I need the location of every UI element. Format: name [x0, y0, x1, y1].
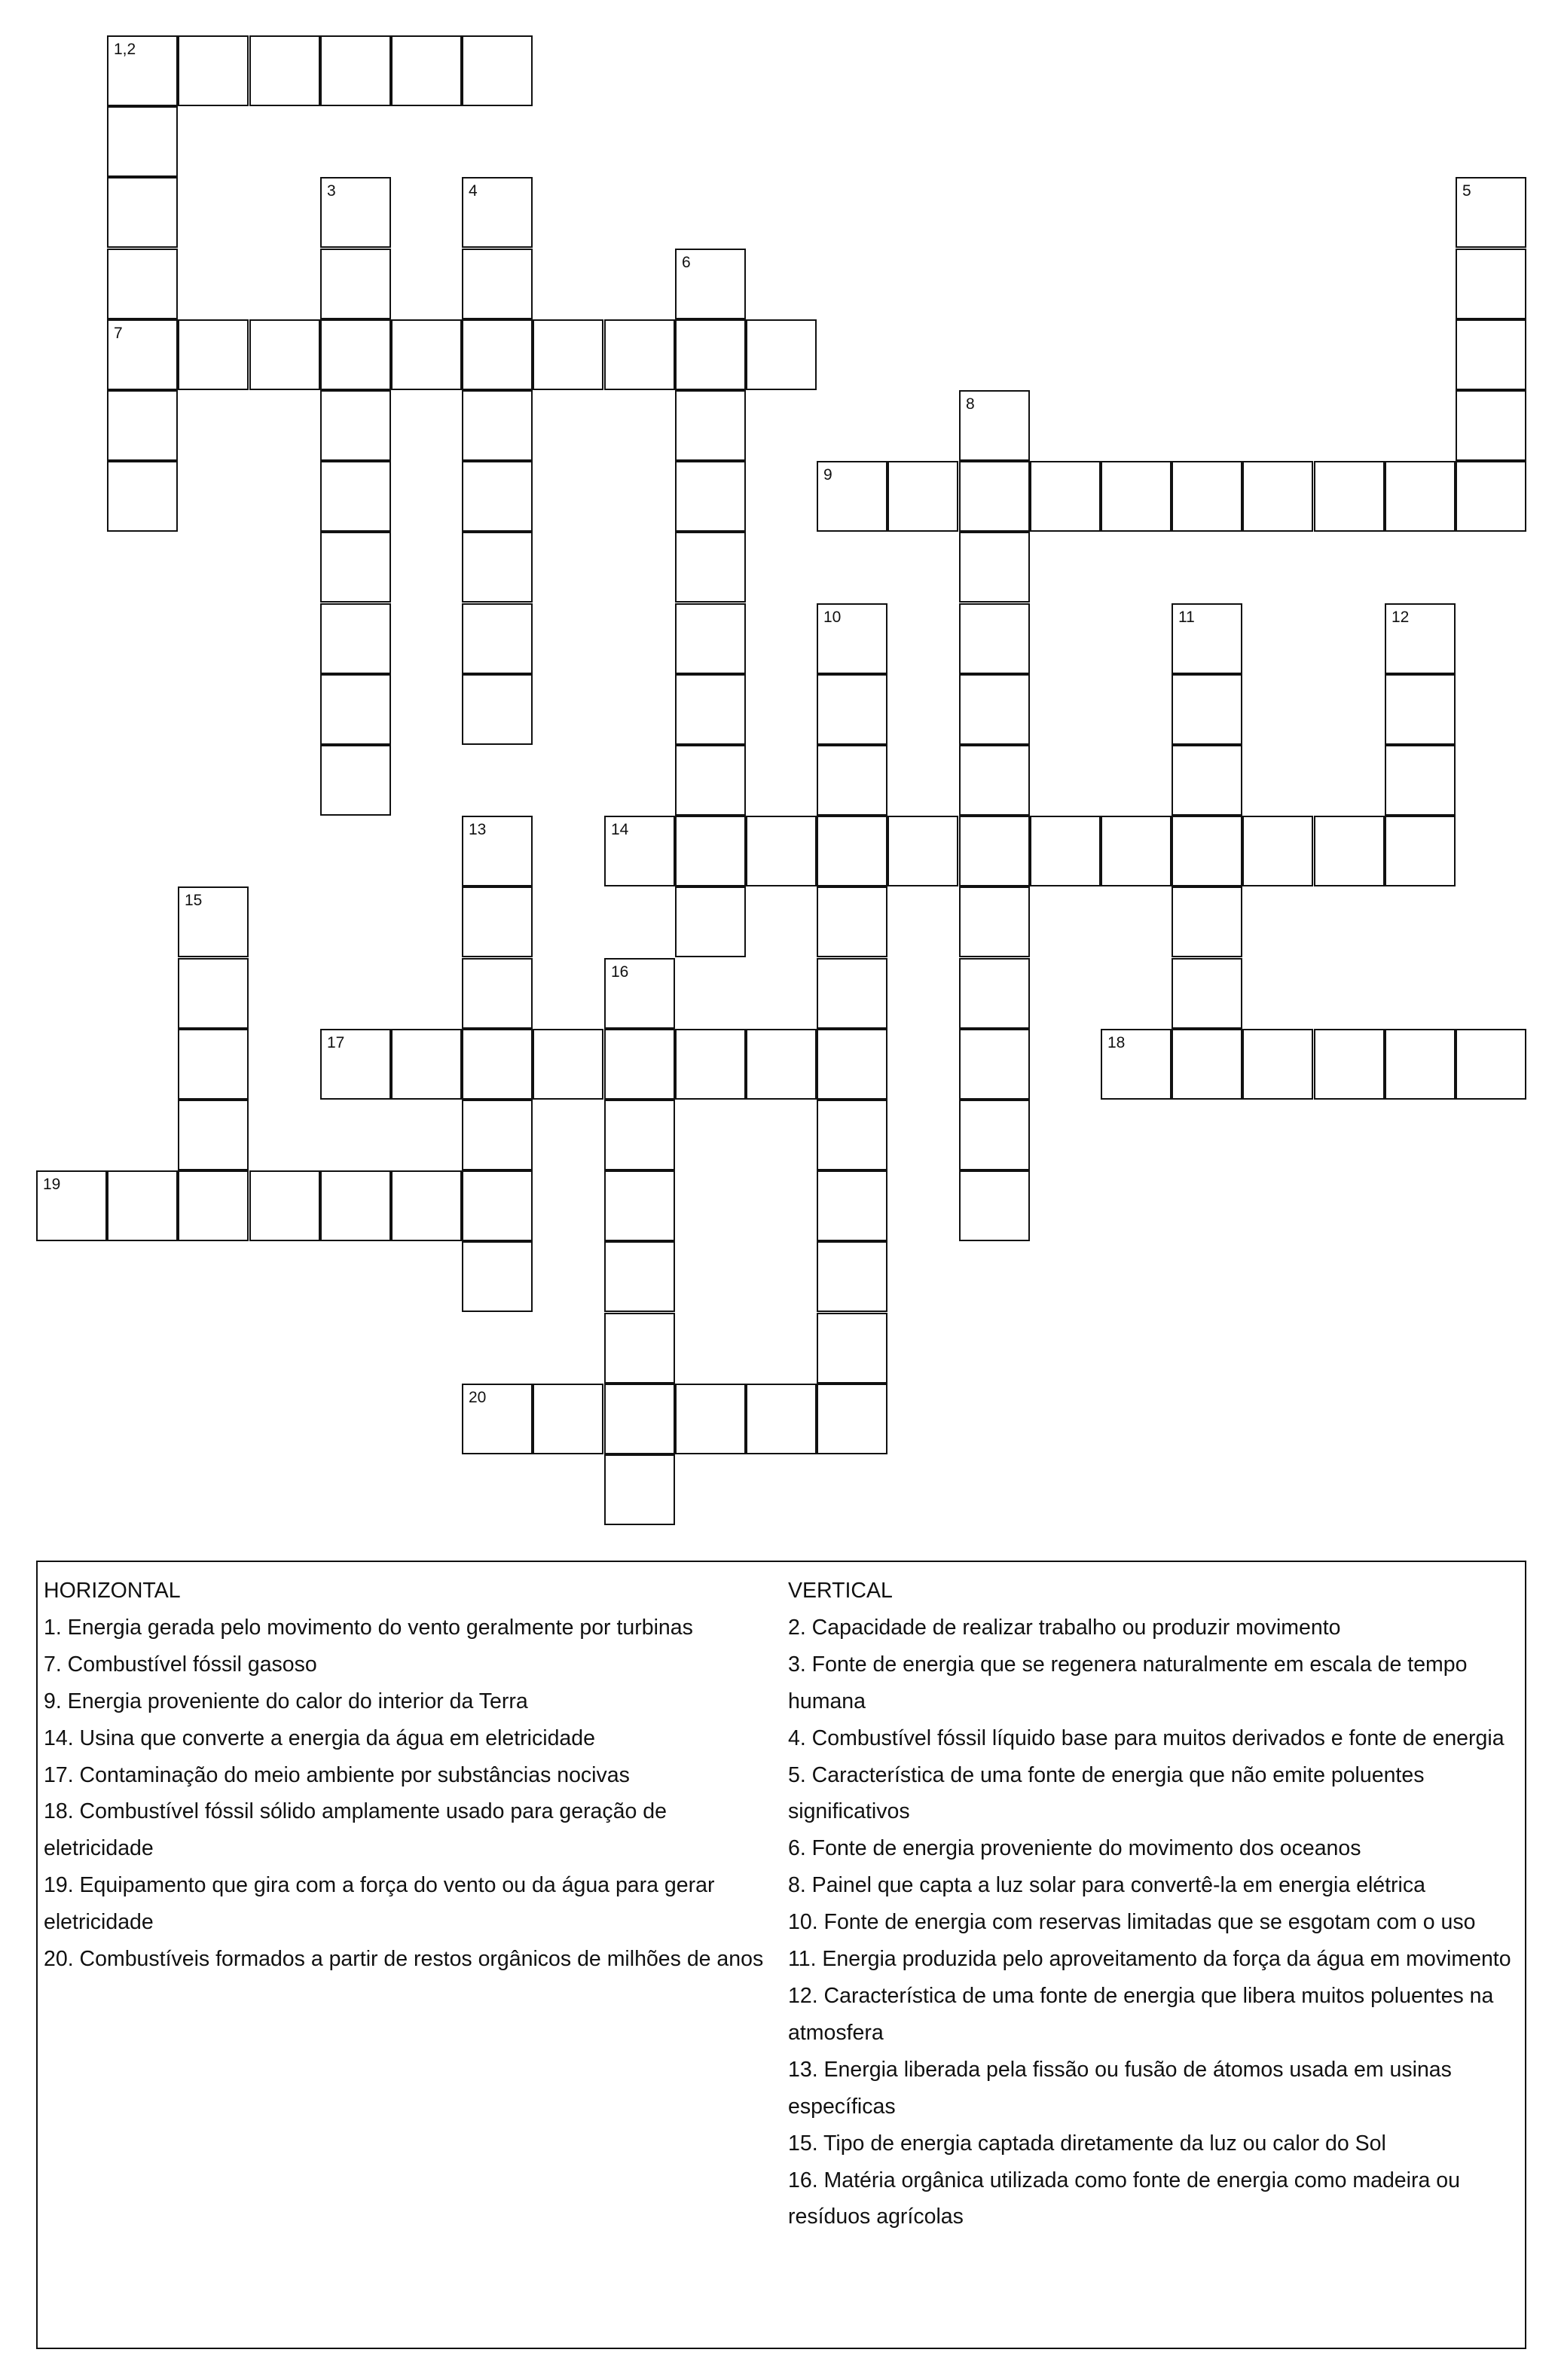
crossword-cell[interactable] — [817, 958, 887, 1029]
crossword-cell[interactable] — [1101, 816, 1172, 886]
crossword-cell[interactable] — [604, 958, 675, 1029]
clue-number: 5 — [1462, 182, 1471, 200]
clue-number: 1,2 — [114, 41, 136, 58]
clue-h17: 17. Contaminação do meio ambiente por substâncias nocivas — [44, 1762, 630, 1787]
crossword-cell[interactable] — [178, 319, 249, 390]
crossword-cell[interactable] — [462, 958, 533, 1029]
crossword-cell[interactable] — [1030, 816, 1101, 886]
crossword-cell[interactable] — [887, 461, 958, 532]
crossword-cell[interactable] — [1030, 461, 1101, 532]
crossword-cell[interactable] — [675, 745, 746, 816]
crossword-cell[interactable] — [1385, 745, 1456, 816]
crossword-cell[interactable] — [462, 1241, 533, 1312]
crossword-cell[interactable] — [1172, 886, 1242, 957]
crossword-cell[interactable] — [817, 1100, 887, 1170]
clue-v4: 4. Combustível fóssil líquido base para muitos derivados e fonte de energia — [788, 1726, 1505, 1750]
crossword-cell[interactable] — [1456, 1029, 1526, 1100]
crossword-cell[interactable] — [462, 674, 533, 745]
crossword-cell[interactable] — [320, 674, 391, 745]
crossword-cell[interactable] — [817, 461, 887, 532]
crossword-cell[interactable] — [675, 1029, 746, 1100]
crossword-cell[interactable] — [1172, 603, 1242, 674]
clue-v8: 8. Painel que capta a luz solar para convertê-la em energia elétrica — [788, 1873, 1425, 1898]
crossword-cell[interactable] — [462, 603, 533, 674]
clue-number: 20 — [469, 1389, 487, 1406]
crossword-cell[interactable] — [959, 532, 1030, 603]
crossword-cell[interactable] — [249, 1170, 320, 1241]
crossword-cell[interactable] — [959, 461, 1030, 532]
crossword-cell[interactable] — [1172, 674, 1242, 745]
crossword-cell[interactable] — [1172, 461, 1242, 532]
crossword-cell[interactable] — [320, 177, 391, 248]
clue-number: 13 — [469, 821, 487, 838]
clue-number: 17 — [327, 1034, 345, 1051]
clue-v3: 3. Fonte de energia que se regenera naturalmente em escala de tempo humana — [788, 1652, 1468, 1713]
crossword-cell[interactable] — [604, 319, 675, 390]
crossword-cell[interactable] — [604, 1384, 675, 1454]
crossword-cell[interactable] — [1385, 674, 1456, 745]
crossword-cell[interactable] — [675, 674, 746, 745]
crossword-cell[interactable] — [1385, 1029, 1456, 1100]
crossword-cell[interactable] — [675, 603, 746, 674]
crossword-cell[interactable] — [887, 816, 958, 886]
crossword-cell[interactable] — [1456, 319, 1526, 390]
crossword-cell[interactable] — [959, 1029, 1030, 1100]
crossword-cell[interactable] — [817, 1384, 887, 1454]
crossword-cell[interactable] — [959, 816, 1030, 886]
clue-v10: 10. Fonte de energia com reservas limitadas que se esgotam com o uso — [788, 1910, 1476, 1935]
crossword-cell[interactable] — [959, 886, 1030, 957]
crossword-cell[interactable] — [817, 816, 887, 886]
clue-h14: 14. Usina que converte a energia da água em eletricidade — [44, 1726, 595, 1750]
crossword-cell[interactable] — [320, 249, 391, 319]
crossword-cell[interactable] — [1242, 461, 1313, 532]
horizontal-heading: HORIZONTAL — [44, 1579, 181, 1603]
vertical-heading: VERTICAL — [788, 1579, 893, 1603]
crossword-cell[interactable] — [107, 319, 178, 390]
crossword-cell[interactable] — [959, 1170, 1030, 1241]
clues-box — [36, 1561, 1526, 2349]
clue-h7: 7. Combustível fóssil gasoso — [44, 1652, 317, 1677]
clue-h9: 9. Energia proveniente do calor do interior da Terra — [44, 1689, 528, 1713]
crossword-cell[interactable] — [391, 1029, 462, 1100]
clue-number: 15 — [185, 892, 203, 909]
crossword-cell[interactable] — [107, 35, 178, 106]
crossword-cell[interactable] — [107, 106, 178, 177]
crossword-cell[interactable] — [178, 1170, 249, 1241]
crossword-cell[interactable] — [249, 319, 320, 390]
crossword-cell[interactable] — [391, 1170, 462, 1241]
crossword-cell[interactable] — [959, 1100, 1030, 1170]
crossword-cell[interactable] — [1456, 177, 1526, 248]
clue-number: 6 — [682, 254, 691, 271]
horizontal-clues — [44, 1573, 767, 1978]
clue-h1: 1. Energia gerada pelo movimento do vento geralmente por turbinas — [44, 1615, 693, 1640]
crossword-cell[interactable] — [462, 1170, 533, 1241]
clue-number: 3 — [327, 182, 336, 200]
crossword-cell[interactable] — [178, 886, 249, 957]
crossword-cell[interactable] — [107, 461, 178, 532]
crossword-cell[interactable] — [178, 35, 249, 106]
crossword-cell[interactable] — [675, 249, 746, 319]
crossword-cell[interactable] — [320, 461, 391, 532]
crossword-cell[interactable] — [1385, 816, 1456, 886]
crossword-cell[interactable] — [675, 319, 746, 390]
crossword-cell[interactable] — [675, 461, 746, 532]
crossword-cell[interactable] — [462, 532, 533, 603]
clue-number: 18 — [1107, 1034, 1126, 1051]
crossword-cell[interactable] — [1101, 461, 1172, 532]
crossword-cell[interactable] — [462, 390, 533, 461]
clue-v16: 16. Matéria orgânica utilizada como fonte de energia como madeira ou resíduos agrícolas — [788, 2168, 1460, 2229]
crossword-cell[interactable] — [746, 1384, 817, 1454]
crossword-cell[interactable] — [959, 603, 1030, 674]
crossword-cell[interactable] — [320, 1170, 391, 1241]
crossword-cell[interactable] — [959, 390, 1030, 461]
crossword-cell[interactable] — [1385, 461, 1456, 532]
crossword-cell[interactable] — [533, 1029, 603, 1100]
crossword-cell[interactable] — [959, 745, 1030, 816]
crossword-cell[interactable] — [462, 816, 533, 886]
crossword-cell[interactable] — [107, 390, 178, 461]
crossword-cell[interactable] — [817, 745, 887, 816]
crossword-cell[interactable] — [675, 886, 746, 957]
crossword-cell[interactable] — [462, 1384, 533, 1454]
crossword-cell[interactable] — [604, 1029, 675, 1100]
vertical-clues — [788, 1573, 1511, 2235]
crossword-cell[interactable] — [107, 177, 178, 248]
crossword-cell[interactable] — [817, 1313, 887, 1384]
crossword-cell[interactable] — [1456, 249, 1526, 319]
crossword-cell[interactable] — [1314, 1029, 1385, 1100]
crossword-cell[interactable] — [178, 1029, 249, 1100]
crossword-cell[interactable] — [320, 1029, 391, 1100]
crossword-cell[interactable] — [320, 603, 391, 674]
clue-number: 16 — [611, 963, 629, 981]
crossword-cell[interactable] — [533, 1384, 603, 1454]
crossword-cell[interactable] — [1172, 816, 1242, 886]
clue-number: 14 — [611, 821, 629, 838]
crossword-cell[interactable] — [249, 35, 320, 106]
clue-h19: 19. Equipamento que gira com a força do vento ou da água para gerar eletricidade — [44, 1873, 715, 1935]
crossword-cell[interactable] — [746, 319, 817, 390]
clue-h18: 18. Combustível fóssil sólido amplamente usado para geração de eletricidade — [44, 1799, 667, 1861]
crossword-cell[interactable] — [817, 1029, 887, 1100]
crossword-cell[interactable] — [1172, 958, 1242, 1029]
crossword-cell[interactable] — [1314, 816, 1385, 886]
crossword-cell[interactable] — [1456, 461, 1526, 532]
crossword-cell[interactable] — [320, 319, 391, 390]
crossword-cell[interactable] — [1242, 816, 1313, 886]
crossword-cell[interactable] — [604, 1170, 675, 1241]
crossword-cell[interactable] — [391, 319, 462, 390]
crossword-cell[interactable] — [1242, 1029, 1313, 1100]
crossword-cell[interactable] — [1101, 1029, 1172, 1100]
crossword-cell[interactable] — [462, 35, 533, 106]
crossword-cell[interactable] — [675, 390, 746, 461]
crossword-cell[interactable] — [1172, 1029, 1242, 1100]
clue-v15: 15. Tipo de energia captada diretamente da luz ou calor do Sol — [788, 2131, 1386, 2156]
crossword-cell[interactable] — [320, 390, 391, 461]
clue-v6: 6. Fonte de energia proveniente do movimento dos oceanos — [788, 1836, 1361, 1861]
clue-v12: 12. Característica de uma fonte de energia que libera muitos poluentes na atmosfera — [788, 1983, 1494, 2045]
crossword-cell[interactable] — [462, 319, 533, 390]
crossword-cell[interactable] — [320, 532, 391, 603]
crossword-cell[interactable] — [675, 816, 746, 886]
crossword-cell[interactable] — [817, 886, 887, 957]
crossword-cell[interactable] — [817, 674, 887, 745]
crossword-cell[interactable] — [1456, 390, 1526, 461]
crossword-cell[interactable] — [817, 1170, 887, 1241]
crossword-cell[interactable] — [959, 958, 1030, 1029]
crossword-cell[interactable] — [462, 461, 533, 532]
crossword-cell[interactable] — [817, 603, 887, 674]
crossword-cell[interactable] — [391, 35, 462, 106]
crossword-cell[interactable] — [178, 958, 249, 1029]
crossword-cell[interactable] — [533, 319, 603, 390]
crossword-cell[interactable] — [746, 816, 817, 886]
crossword-cell[interactable] — [604, 1454, 675, 1525]
crossword-cell[interactable] — [320, 35, 391, 106]
clue-h20: 20. Combustíveis formados a partir de restos orgânicos de milhões de anos — [44, 1947, 764, 1972]
clue-number: 11 — [1178, 609, 1195, 626]
crossword-cell[interactable] — [959, 674, 1030, 745]
clue-number: 12 — [1392, 609, 1410, 626]
crossword-cell[interactable] — [1385, 603, 1456, 674]
clue-v11: 11. Energia produzida pelo aproveitamento da força da água em movimento — [788, 1947, 1511, 1972]
clue-number: 4 — [469, 182, 478, 200]
clue-v13: 13. Energia liberada pela fissão ou fusão de átomos usada em usinas específicas — [788, 2057, 1452, 2119]
crossword-cell[interactable] — [462, 1029, 533, 1100]
crossword-cell[interactable] — [320, 745, 391, 816]
crossword-cell[interactable] — [107, 1170, 178, 1241]
crossword-cell[interactable] — [604, 816, 675, 886]
crossword-cell[interactable] — [178, 1100, 249, 1170]
clue-v2: 2. Capacidade de realizar trabalho ou produzir movimento — [788, 1615, 1341, 1640]
clue-number: 9 — [823, 466, 832, 484]
crossword-cell[interactable] — [746, 1029, 817, 1100]
crossword-cell[interactable] — [462, 1100, 533, 1170]
clue-number: 7 — [114, 325, 123, 342]
crossword-cell[interactable] — [1172, 745, 1242, 816]
crossword-cell[interactable] — [604, 1313, 675, 1384]
crossword-cell[interactable] — [462, 249, 533, 319]
crossword-cell[interactable] — [36, 1170, 107, 1241]
crossword-cell[interactable] — [604, 1241, 675, 1312]
crossword-cell[interactable] — [1314, 461, 1385, 532]
crossword-cell[interactable] — [462, 886, 533, 957]
clue-number: 8 — [966, 395, 975, 413]
crossword-cell[interactable] — [107, 249, 178, 319]
clue-v5: 5. Característica de uma fonte de energia que não emite poluentes significativos — [788, 1762, 1425, 1824]
clue-number: 19 — [43, 1176, 61, 1193]
crossword-cell[interactable] — [462, 177, 533, 248]
crossword-cell[interactable] — [675, 532, 746, 603]
crossword-cell[interactable] — [604, 1100, 675, 1170]
crossword-cell[interactable] — [817, 1241, 887, 1312]
clue-number: 10 — [823, 609, 842, 626]
crossword-cell[interactable] — [675, 1384, 746, 1454]
